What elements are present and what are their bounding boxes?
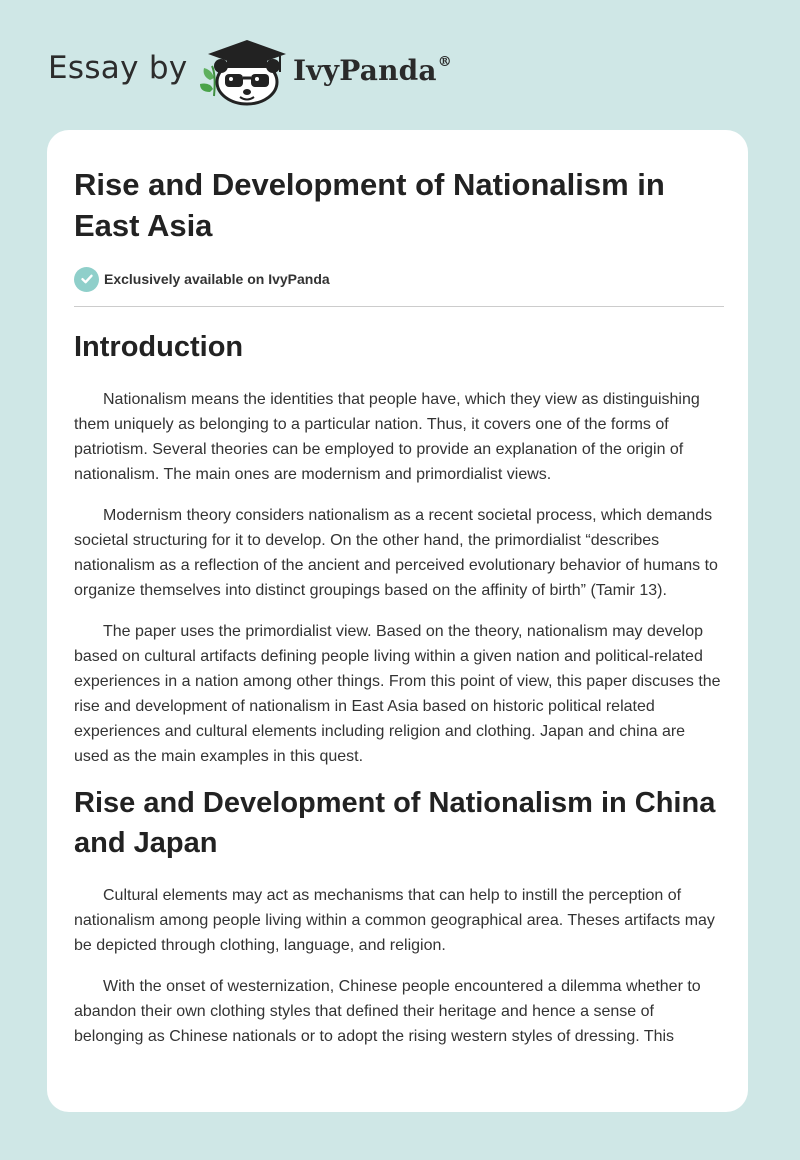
registered-mark: ® xyxy=(437,53,452,70)
section-heading-introduction: Introduction xyxy=(74,331,244,363)
exclusive-badge-text: Exclusively available on IvyPanda xyxy=(104,271,330,287)
paragraph: Nationalism means the identities that people have, which they view as distinguishing them uniquely as belonging to a particular nation. Thus, it covers one of the forms of patriotism. Several theories can be employed to provide an explanation of the origin of nationalism. The main ones are modernism and primordialist views. xyxy=(74,391,700,483)
essay-title: Rise and Development of Nationalism in East Asia xyxy=(74,167,665,243)
panda-graduation-cap-logo-icon[interactable] xyxy=(200,36,290,108)
title-divider xyxy=(74,306,724,307)
check-circle-icon xyxy=(74,267,99,292)
exclusive-badge xyxy=(74,266,724,292)
brand-name-text: IvyPanda xyxy=(293,54,437,87)
essay-content xyxy=(74,164,724,1049)
site-header xyxy=(0,0,800,130)
paragraph: Cultural elements may act as mechanisms that can help to instill the perception of nationalism among people living within a common geographical area. Theses artifacts may be depicted through clothing, language, and religion. xyxy=(74,887,715,954)
section-heading-rise-development: Rise and Development of Nationalism in China and Japan xyxy=(74,787,716,859)
paragraph: Modernism theory considers nationalism as a recent societal process, which demands societal structuring for it to develop. On the other hand, the primordialist “describes nationalism as a reflection of the ancient and perceived evolutionary behavior of humans to organize themselves into distinct groupings based on the affinity of birth” (Tamir 13). xyxy=(74,507,718,599)
essay-by-label: Essay by xyxy=(48,50,188,86)
paragraph: With the onset of westernization, Chinese people encountered a dilemma whether to abandon their own clothing styles that defined their heritage and hence a sense of belonging as Chinese nationals or to adopt the rising western styles of dressing. This xyxy=(74,978,701,1045)
essay-card xyxy=(47,130,748,1112)
brand-name[interactable] xyxy=(293,54,452,87)
paragraph: The paper uses the primordialist view. Based on the theory, nationalism may develop based on cultural artifacts defining people living within a given nation and political-related experiences in a nation among other things. From this point of view, this paper discuses the rise and development of nationalism in East Asia based on historic political related experiences and cultural elements including religion and clothing. Japan and china are used as the main examples in this quest. xyxy=(74,623,721,765)
